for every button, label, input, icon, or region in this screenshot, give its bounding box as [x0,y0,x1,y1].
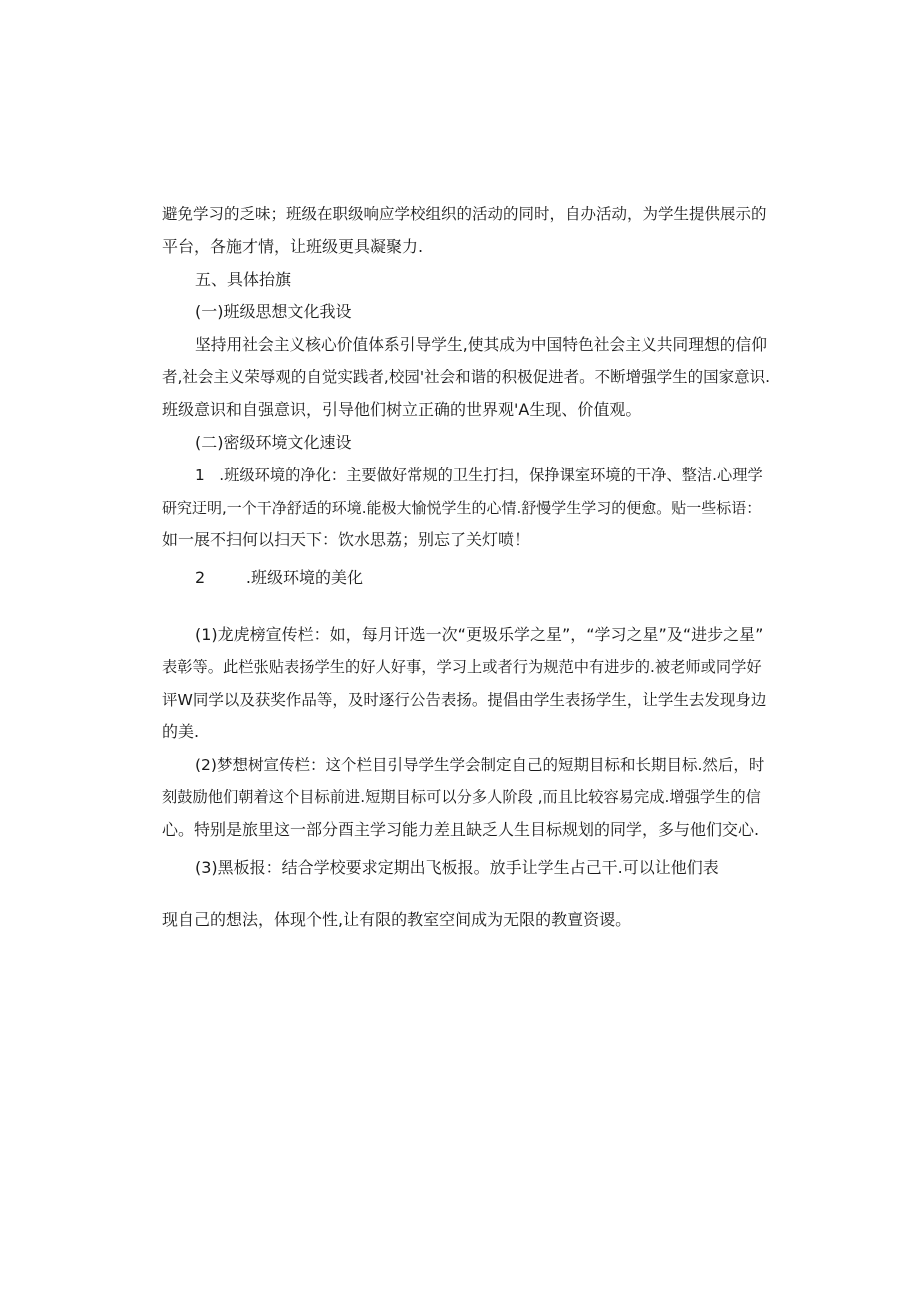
subsection-heading: (二)密级环境文化速设 [195,433,352,452]
text-line: 班级意识和自强意识，引导他们树立正确的世界观'A生现、价值观。 [162,400,642,419]
text-line: 研究迂明,一个干净舒适的环境.能极大愉悦学生的心情.舒慢学生学习的便愈。贴一些标语： [162,499,762,517]
text-line: 平台，各施才情，让班级更具凝聚力. [162,237,424,256]
text-line: 评W同学以及获奖作品等，及时逐行公告表扬。提倡由学生表扬学生，让学生去发现身边 [162,691,767,709]
text-line: 心。特别是旅里这一部分酉主学习能力差且缺乏人生目标规划的同学，多与他们交心. [162,820,760,839]
text-line: 者,社会主义荣辱观的自觉实践者,校园'社会和谐的积极促进者。不断增强学生的国家意识. [162,368,771,386]
text-line: (1)龙虎榜宣传栏：如，每月讦选一次“更圾乐学之星”，“学习之星”及“进步之星” [195,625,764,644]
section-heading: 五、具体抬旗 [195,270,292,289]
list-item-heading: 2 .班级环境的美化 [195,568,363,587]
subsection-heading: (一)班级思想文化我设 [195,302,352,321]
text-line: 避免学习的乏味；班级在职级响应学校组织的活动的同时，自办活动，为学生提供展示的 [162,205,767,223]
text-line: 的美. [162,722,200,741]
text-line: (2)梦想树宣传栏：这个栏目引导学生学会制定自己的短期目标和长期目标.然后，时 [195,756,765,774]
text-line: 如一展不扫何以扫天下：饮水思荔；别忘了关灯喷！ [162,530,531,549]
text-line: 刻鼓励他们朝着这个目标前进.短期目标可以分多人阶段 ,而且比较容易完成.增强学生的信 [162,788,761,806]
text-line: 坚持用社会主义核心价值体系引导学生,使其成为中国特色社会主义共同理想的信仰 [195,335,768,354]
text-line: 表彰等。此栏张贴表扬学生的好人好事，学习上或者行为规范中有进步的.被老师或同学好 [162,658,762,676]
text-line: 1 .班级环境的净化：主要做好常规的卫生打扫，保挣课室环境的干净、整洁.心理学 [195,466,763,484]
text-line: 现自己的想法，体现个性,让有限的教室空间成为无限的教亶资谡。 [162,910,632,929]
text-line: (3)黑板报：结合学校要求定期出飞板报。放手让学生占己干.可以让他们表 [195,858,719,877]
